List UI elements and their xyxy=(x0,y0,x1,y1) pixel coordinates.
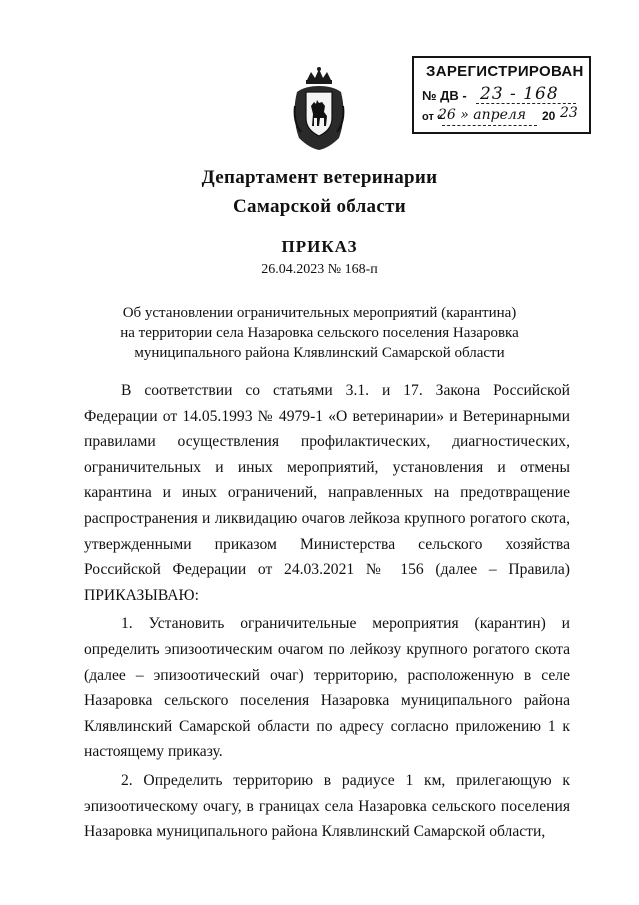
document-date-number: 26.04.2023 № 168-п xyxy=(261,262,378,277)
document-type-title: ПРИКАЗ xyxy=(281,237,358,256)
stamp-number-handwritten: 23 - 168 xyxy=(480,84,559,104)
item-1-paragraph: 1. Установить ограничительные мероприятия (карантин) и определить эпизоотическим очагом по лейкозу крупного рогатого скота (далее – эпизоотический очаг) территорию, расположенную в селе Назаровка сельского поселения Назаровка муниципального района Клявлинский Самарской области по адресу согласно приложению 1 к настоящему приказу. xyxy=(84,615,570,761)
organization-name-line2: Самарской области xyxy=(233,196,406,217)
stamp-number-label: № ДВ - xyxy=(422,88,467,103)
samara-region-coat-of-arms-icon xyxy=(289,66,349,152)
document-subject xyxy=(0,303,639,363)
document-body xyxy=(84,378,570,845)
item-2-paragraph: 2. Определить территорию в радиусе 1 км, прилегающую к эпизоотическому очагу, в границах села Назаровка сельского поселения Назаровка муниципального района Клявлинский Самарской области, xyxy=(84,771,570,841)
subject-line: муниципального района Клявлинский Самарской области xyxy=(134,345,505,361)
subject-line: на территории села Назаровка сельского поселения Назаровка xyxy=(120,325,519,341)
stamp-number-underline xyxy=(476,103,576,104)
stamp-year-handwritten: 23 xyxy=(560,105,578,121)
stamp-year-prefix: 20 xyxy=(542,109,556,123)
stamp-date-underline xyxy=(442,125,537,126)
organization-name-line1: Департамент ветеринарии xyxy=(201,167,438,188)
registration-stamp xyxy=(412,56,591,134)
preamble-paragraph: В соответствии со статьями 3.1. и 17. Закона Российской Федерации от 14.05.1993 № 4979-1 «О ветеринарии» и Ветеринарными правилами осуществления профилактических, диагностических, ограничительных и иных мероприятий, установления и отмены карантина и иных ограничений, направленных на предотвращение распространения и ликвидацию очагов лейкоза крупного рогатого скота, утвержденными приказом Министерства сельского хозяйства Российской Федерации от 24.03.2021 № 156 (далее – Правила) ПРИКАЗЫВАЮ: xyxy=(84,382,570,604)
subject-line: Об установлении ограничительных мероприятий (карантина) xyxy=(122,305,517,321)
stamp-date-label: от « xyxy=(422,111,444,123)
stamp-title: ЗАРЕГИСТРИРОВАН xyxy=(426,63,584,80)
stamp-date-handwritten: 26 » апреля xyxy=(438,107,527,123)
